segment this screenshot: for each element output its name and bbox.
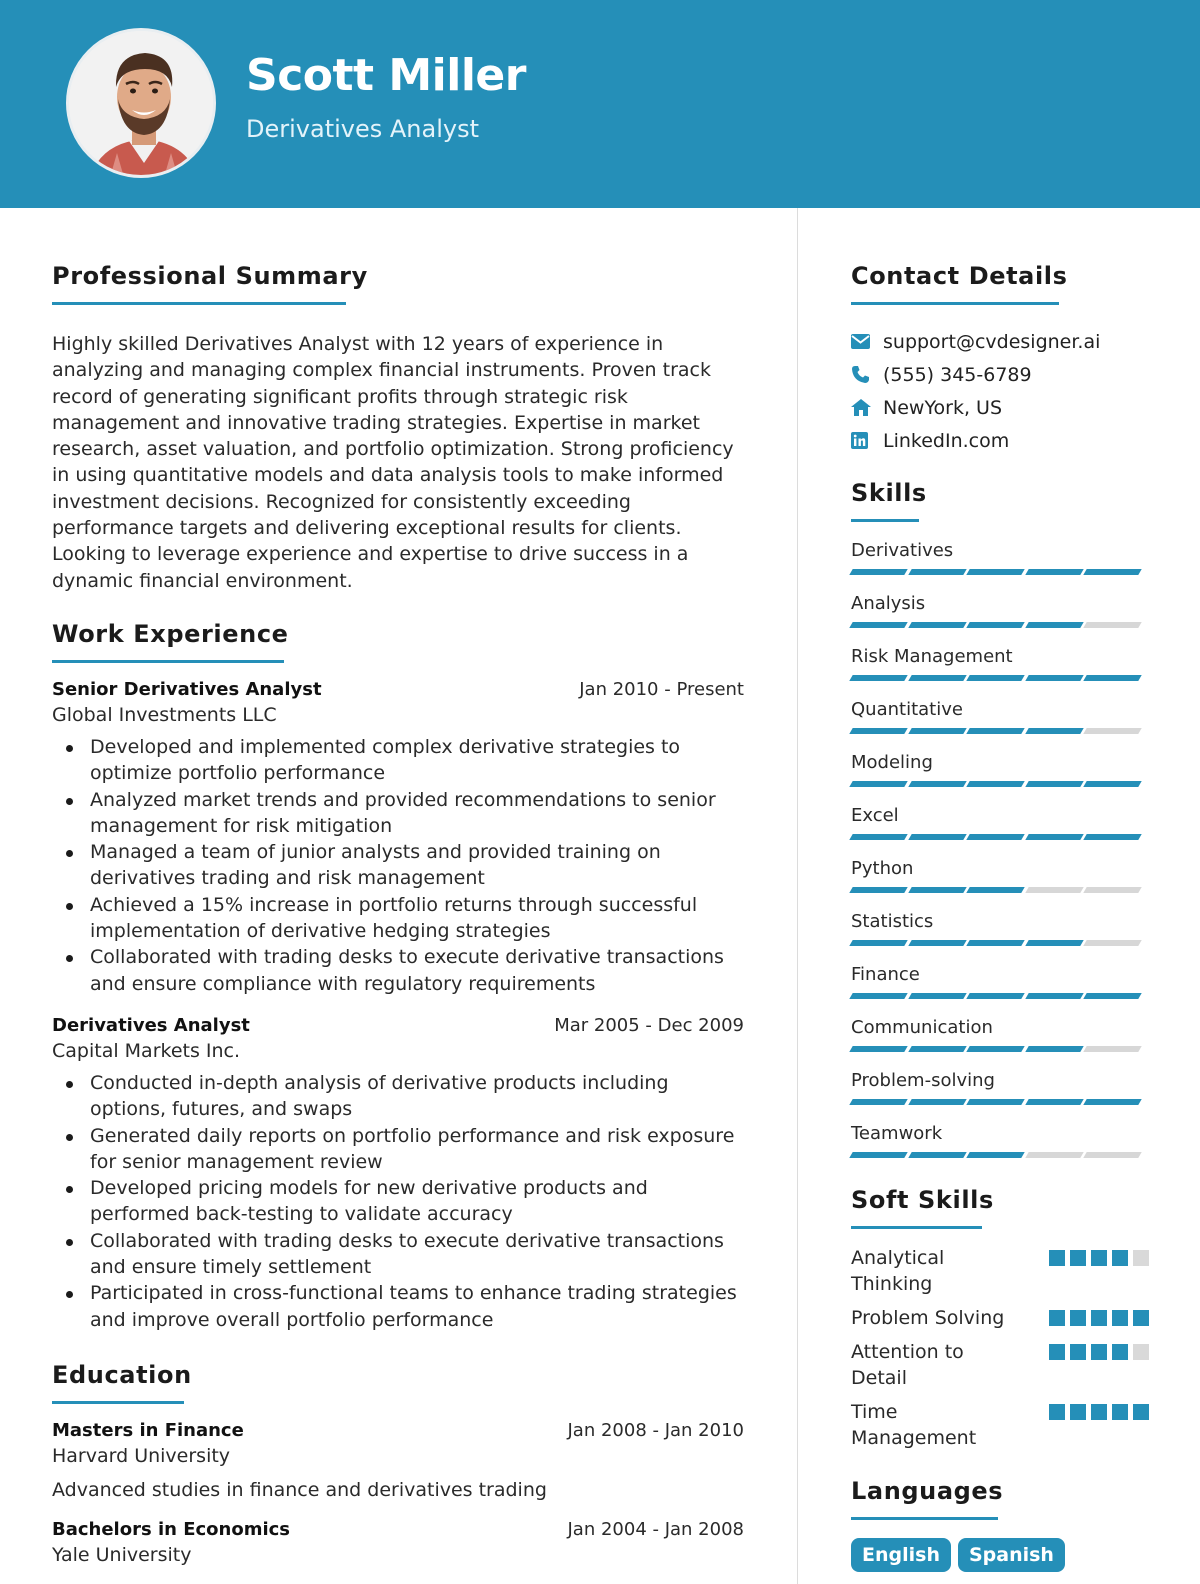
education-section (52, 1361, 744, 1566)
side-column (851, 262, 1149, 1572)
summary-section (52, 262, 744, 594)
contact-email[interactable] (851, 325, 1149, 358)
skill-item (851, 695, 1149, 734)
job-date: Jan 2010 - Present (579, 678, 744, 700)
languages-heading: Languages (851, 1477, 1004, 1505)
education-entry (52, 1420, 744, 1501)
skill-name: Analysis (851, 593, 926, 614)
skill-level-bar (851, 781, 1149, 787)
skill-level-segment (1025, 781, 1083, 787)
skill-item (851, 748, 1149, 787)
header-banner (0, 0, 1200, 208)
skill-level-segment (849, 940, 907, 946)
skill-level-segment (1025, 1099, 1083, 1105)
job-bullet: Collaborated with trading desks to execute derivative transactions and ensure timely settlement (52, 1228, 744, 1281)
skill-level-segment (1084, 1152, 1142, 1158)
skill-item (851, 1119, 1149, 1158)
education-description: Advanced studies in finance and derivatives trading (52, 1478, 547, 1501)
work-section (52, 620, 744, 1333)
skill-level-segment (849, 887, 907, 893)
skill-level-segment (1025, 993, 1083, 999)
soft-skills-heading: Soft Skills (851, 1186, 994, 1214)
skill-level-segment (908, 569, 966, 575)
skill-level-segment (908, 675, 966, 681)
skill-level-segment (1025, 887, 1083, 893)
skill-level-segment (1025, 622, 1083, 628)
skill-level-segment (849, 622, 907, 628)
soft-skill-item (851, 1245, 1149, 1297)
rating-square (1070, 1250, 1086, 1266)
rating-square (1049, 1250, 1065, 1266)
job-title: Senior Derivatives Analyst (52, 678, 322, 700)
rating-square (1112, 1310, 1128, 1326)
job-bullet: Generated daily reports on portfolio performance and risk exposure for senior management review (52, 1123, 744, 1176)
skill-level-segment (966, 1099, 1024, 1105)
skill-level-segment (849, 834, 907, 840)
rating-square (1133, 1404, 1149, 1420)
skill-level-segment (908, 993, 966, 999)
soft-skill-name: Analytical Thinking (851, 1247, 945, 1295)
work-heading: Work Experience (52, 619, 289, 648)
skills-section (851, 479, 1149, 1158)
rating-square (1091, 1250, 1107, 1266)
skills-heading: Skills (851, 479, 927, 507)
job-bullet: Achieved a 15% increase in portfolio returns through successful implementation of derivative hedging strategies (52, 892, 744, 945)
rating-square (1133, 1344, 1149, 1360)
skill-level-segment (1084, 834, 1142, 840)
skill-name: Risk Management (851, 646, 1013, 667)
job-bullets (52, 734, 744, 997)
phone-icon (851, 365, 883, 385)
skill-item (851, 854, 1149, 893)
soft-skills-list (851, 1245, 1149, 1451)
education-underline (52, 1401, 184, 1404)
skill-name: Communication (851, 1017, 993, 1038)
skill-level-segment (1025, 940, 1083, 946)
skill-level-bar (851, 834, 1149, 840)
skill-level-bar (851, 1046, 1149, 1052)
skill-level-bar (851, 1152, 1149, 1158)
skill-level-segment (966, 1046, 1024, 1052)
column-divider (797, 208, 798, 1584)
skill-level-segment (849, 993, 907, 999)
skill-level-bar (851, 1099, 1149, 1105)
degree-title: Bachelors in Economics (52, 1518, 291, 1540)
profile-photo (66, 28, 216, 178)
rating-square (1049, 1310, 1065, 1326)
job-company: Global Investments LLC (52, 703, 277, 726)
rating-square (1049, 1344, 1065, 1360)
skill-level-segment (1025, 1046, 1083, 1052)
rating-square (1091, 1344, 1107, 1360)
skill-name: Teamwork (851, 1123, 943, 1144)
job-entry (52, 679, 744, 997)
skills-underline (851, 519, 919, 522)
contact-linkedin[interactable] (851, 424, 1149, 457)
work-underline (52, 660, 284, 663)
soft-skill-rating (1049, 1250, 1149, 1266)
skill-level-segment (1025, 1152, 1083, 1158)
skill-level-bar (851, 940, 1149, 946)
home-icon (851, 398, 883, 418)
education-entry (52, 1519, 744, 1566)
skill-name: Finance (851, 964, 920, 985)
language-badge: English (851, 1538, 951, 1572)
rating-square (1112, 1344, 1128, 1360)
job-bullet: Developed and implemented complex derivative strategies to optimize portfolio performance (52, 734, 744, 787)
soft-skill-rating (1049, 1310, 1149, 1326)
degree-title: Masters in Finance (52, 1419, 244, 1441)
job-bullet: Developed pricing models for new derivative products and performed back-testing to validate accuracy (52, 1175, 744, 1228)
skill-level-segment (966, 887, 1024, 893)
skill-level-segment (1084, 1099, 1142, 1105)
skills-list (851, 536, 1149, 1158)
skill-level-segment (1084, 781, 1142, 787)
skill-level-segment (966, 1152, 1024, 1158)
job-bullet: Conducted in-depth analysis of derivative products including options, futures, and swaps (52, 1070, 744, 1123)
linkedin-text: LinkedIn.com (883, 429, 1010, 452)
contact-underline (851, 302, 1059, 305)
skill-level-segment (1084, 675, 1142, 681)
skill-level-segment (849, 1046, 907, 1052)
skill-level-segment (966, 993, 1024, 999)
education-heading: Education (52, 1360, 192, 1389)
languages-list (851, 1538, 1149, 1572)
skill-item (851, 801, 1149, 840)
education-date: Jan 2004 - Jan 2008 (567, 1518, 744, 1540)
job-bullet: Participated in cross-functional teams to enhance trading strategies and improve overall portfolio performance (52, 1280, 744, 1333)
skill-level-segment (908, 1046, 966, 1052)
summary-underline (52, 302, 346, 305)
skill-level-segment (849, 728, 907, 734)
job-entry (52, 1015, 744, 1333)
rating-square (1070, 1404, 1086, 1420)
language-badge: Spanish (958, 1538, 1065, 1572)
job-bullet: Collaborated with trading desks to execute derivative transactions and ensure compliance with regulatory requirements (52, 944, 744, 997)
summary-heading: Professional Summary (52, 262, 368, 290)
summary-text: Highly skilled Derivatives Analyst with 12 years of experience in analyzing and managing complex financial instruments. Proven track record of generating significant profits through strategic risk management and innovative trading strategies. Expertise in market research, asset valuation, and portfolio optimization. Strong proficiency in using quantitative models and data analysis tools to make informed investment decisions. Recognized for consistently exceeding performance targets and delivering exceptional results for clients. Looking to leverage experience and expertise to drive success in a dynamic financial environment. (52, 333, 734, 592)
main-column (52, 262, 744, 1566)
skill-level-segment (1084, 887, 1142, 893)
skill-name: Quantitative (851, 699, 963, 720)
skill-level-segment (1084, 940, 1142, 946)
rating-square (1070, 1344, 1086, 1360)
rating-square (1112, 1250, 1128, 1266)
skill-level-segment (966, 728, 1024, 734)
rating-square (1133, 1250, 1149, 1266)
skill-level-segment (1084, 993, 1142, 999)
skill-level-segment (966, 781, 1024, 787)
skill-level-segment (908, 781, 966, 787)
soft-skill-item (851, 1305, 1149, 1331)
school-name: Harvard University (52, 1444, 231, 1467)
skill-level-segment (966, 622, 1024, 628)
contact-section (851, 262, 1149, 457)
job-company: Capital Markets Inc. (52, 1039, 241, 1062)
skill-name: Excel (851, 805, 899, 826)
portrait-illustration (69, 31, 216, 178)
soft-skills-underline (851, 1226, 982, 1229)
skill-level-segment (908, 834, 966, 840)
skill-level-segment (1025, 569, 1083, 575)
skill-item (851, 642, 1149, 681)
skill-level-segment (1084, 569, 1142, 575)
skill-level-segment (849, 1099, 907, 1105)
skill-item (851, 589, 1149, 628)
skill-level-bar (851, 993, 1149, 999)
email-text: support@cvdesigner.ai (883, 330, 1101, 353)
skill-level-bar (851, 622, 1149, 628)
candidate-name: Scott Miller (246, 50, 526, 101)
school-name: Yale University (52, 1543, 192, 1566)
skill-level-segment (908, 1152, 966, 1158)
skill-level-bar (851, 675, 1149, 681)
education-date: Jan 2008 - Jan 2010 (567, 1419, 744, 1441)
skill-level-segment (849, 569, 907, 575)
soft-skill-name: Time Management (851, 1401, 977, 1449)
skill-level-segment (966, 569, 1024, 575)
skill-level-segment (908, 728, 966, 734)
skill-level-segment (1025, 675, 1083, 681)
skill-name: Statistics (851, 911, 934, 932)
skill-level-segment (1025, 834, 1083, 840)
envelope-icon (851, 332, 883, 352)
soft-skills-section (851, 1186, 1149, 1451)
soft-skill-name: Problem Solving (851, 1307, 1005, 1329)
skill-level-segment (849, 675, 907, 681)
skill-level-segment (908, 1099, 966, 1105)
soft-skill-rating (1049, 1404, 1149, 1420)
skill-item (851, 1013, 1149, 1052)
job-bullets (52, 1070, 744, 1333)
skill-item (851, 907, 1149, 946)
skill-level-segment (908, 887, 966, 893)
rating-square (1091, 1310, 1107, 1326)
skill-item (851, 960, 1149, 999)
rating-square (1049, 1404, 1065, 1420)
skill-level-bar (851, 887, 1149, 893)
skill-name: Problem-solving (851, 1070, 995, 1091)
skill-level-segment (849, 1152, 907, 1158)
contact-location (851, 391, 1149, 424)
job-title: Derivatives Analyst (52, 1014, 250, 1036)
skill-level-segment (908, 622, 966, 628)
skill-name: Modeling (851, 752, 933, 773)
skill-level-segment (849, 781, 907, 787)
skill-level-segment (1025, 728, 1083, 734)
soft-skill-item (851, 1399, 1149, 1451)
skill-item (851, 536, 1149, 575)
phone-text: (555) 345-6789 (883, 363, 1032, 386)
contact-phone[interactable] (851, 358, 1149, 391)
skill-level-bar (851, 728, 1149, 734)
contact-heading: Contact Details (851, 262, 1068, 290)
rating-square (1133, 1310, 1149, 1326)
skill-level-segment (1084, 728, 1142, 734)
candidate-title: Derivatives Analyst (246, 115, 479, 143)
skill-level-segment (908, 940, 966, 946)
skill-level-bar (851, 569, 1149, 575)
languages-underline (851, 1517, 998, 1520)
linkedin-icon (851, 431, 883, 451)
rating-square (1070, 1310, 1086, 1326)
location-text: NewYork, US (883, 396, 1003, 419)
skill-level-segment (966, 940, 1024, 946)
skill-level-segment (1084, 622, 1142, 628)
skill-level-segment (1084, 1046, 1142, 1052)
job-bullet: Analyzed market trends and provided recommendations to senior management for risk mitigation (52, 787, 744, 840)
skill-level-segment (966, 675, 1024, 681)
soft-skill-rating (1049, 1344, 1149, 1360)
job-bullet: Managed a team of junior analysts and provided training on derivatives trading and risk management (52, 839, 744, 892)
skill-name: Python (851, 858, 914, 879)
soft-skill-name: Attention to Detail (851, 1341, 964, 1389)
job-date: Mar 2005 - Dec 2009 (554, 1014, 744, 1036)
rating-square (1112, 1404, 1128, 1420)
skill-item (851, 1066, 1149, 1105)
languages-section (851, 1477, 1149, 1572)
rating-square (1091, 1404, 1107, 1420)
skill-name: Derivatives (851, 540, 954, 561)
soft-skill-item (851, 1339, 1149, 1391)
skill-level-segment (966, 834, 1024, 840)
